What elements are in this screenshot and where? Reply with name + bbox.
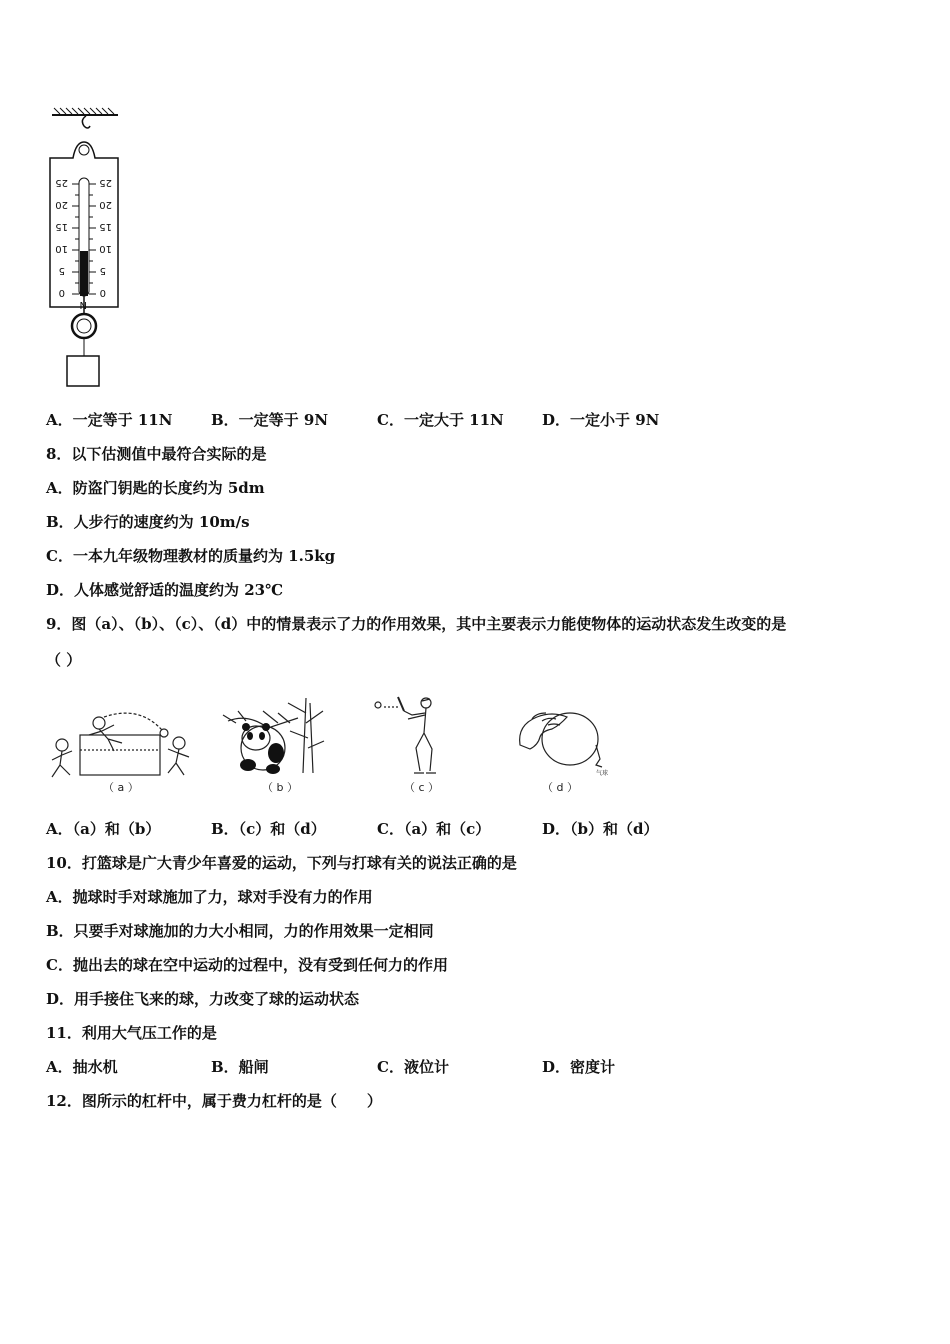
scale-right-tick: 10 [99,243,112,254]
scale-left-tick: 20 [55,199,68,210]
q9-option-b[interactable]: B．（c）和（d） [211,820,326,838]
q10-option-a[interactable]: A．抛球时手对球施加了力，球对手没有力的作用 [46,888,373,906]
q8-option-b[interactable]: B．人步行的速度约为 10m/s [46,513,250,531]
scale-right-tick: 15 [99,221,112,232]
scale-unit-label: N [79,299,87,310]
q11-option-b[interactable]: B．船闸 [211,1058,269,1076]
figure-d-caption: （ d ） [542,781,578,794]
q10-option-c[interactable]: C．抛出去的球在空中运动的过程中，没有受到任何力的作用 [46,956,448,974]
q12-stem: 12．图所示的杠杆中，属于费力杠杆的是（ ） [46,1092,382,1110]
scale-left-tick: 5 [58,265,65,276]
q9-option-d[interactable]: D．（b）和（d） [542,820,659,838]
q9-stem-blank: （ ） [46,651,82,669]
scale-right-tick: 25 [99,177,112,188]
figure-c-caption: （ c ） [404,781,440,794]
scale-left-tick: 15 [55,221,68,232]
scale-right-tick: 5 [99,265,106,276]
figure-b-panda [218,693,328,778]
figure-c-batter [368,693,448,778]
q7-option-a[interactable]: A．一定等于 11N [46,411,173,429]
q7-option-b[interactable]: B．一定等于 9N [211,411,329,429]
q11-option-c[interactable]: C．液位计 [377,1058,449,1076]
q8-stem: 8．以下估测值中最符合实际的是 [46,445,267,463]
q7-option-c[interactable]: C．一定大于 11N [377,411,504,429]
scale-left-tick: 10 [55,243,68,254]
q11-option-a[interactable]: A．抽水机 [46,1058,118,1076]
q10-option-d[interactable]: D．用手接住飞来的球，力改变了球的运动状态 [46,990,360,1008]
figure-b-caption: （ b ） [262,781,298,794]
figure-a-soccer [44,705,194,783]
q9-stem: 9．图（a）、（b）、（c）、（d）中的情景表示了力的作用效果，其中主要表示力能使物体的运动状态发生改变的是 [46,615,787,633]
scale-right-tick: 20 [99,199,112,210]
figure-d-balloon [512,705,612,777]
balloon-label: 气球 [596,770,609,777]
q10-option-b[interactable]: B．只要手对球施加的力大小相同，力的作用效果一定相同 [46,922,434,940]
q9-option-c[interactable]: C．（a）和（c） [377,820,491,838]
figure-a-caption: （ a ） [103,781,139,794]
q10-stem: 10．打篮球是广大青少年喜爱的运动，下列与打球有关的说法正确的是 [46,854,517,872]
q7-option-d[interactable]: D．一定小于 9N [542,411,660,429]
scale-left-tick: 0 [58,287,65,298]
q11-stem: 11．利用大气压工作的是 [46,1024,217,1042]
q9-option-a[interactable]: A．（a）和（b） [46,820,161,838]
q8-option-a[interactable]: A．防盗门钥匙的长度约为 5dm [46,479,265,497]
scale-left-tick: 25 [55,177,68,188]
spring-scale-figure [40,100,140,395]
q8-option-d[interactable]: D．人体感觉舒适的温度约为 23℃ [46,581,284,599]
q11-option-d[interactable]: D．密度计 [542,1058,616,1076]
scale-right-tick: 0 [99,287,106,298]
q8-option-c[interactable]: C．一本九年级物理教材的质量约为 1.5kg [46,547,336,565]
